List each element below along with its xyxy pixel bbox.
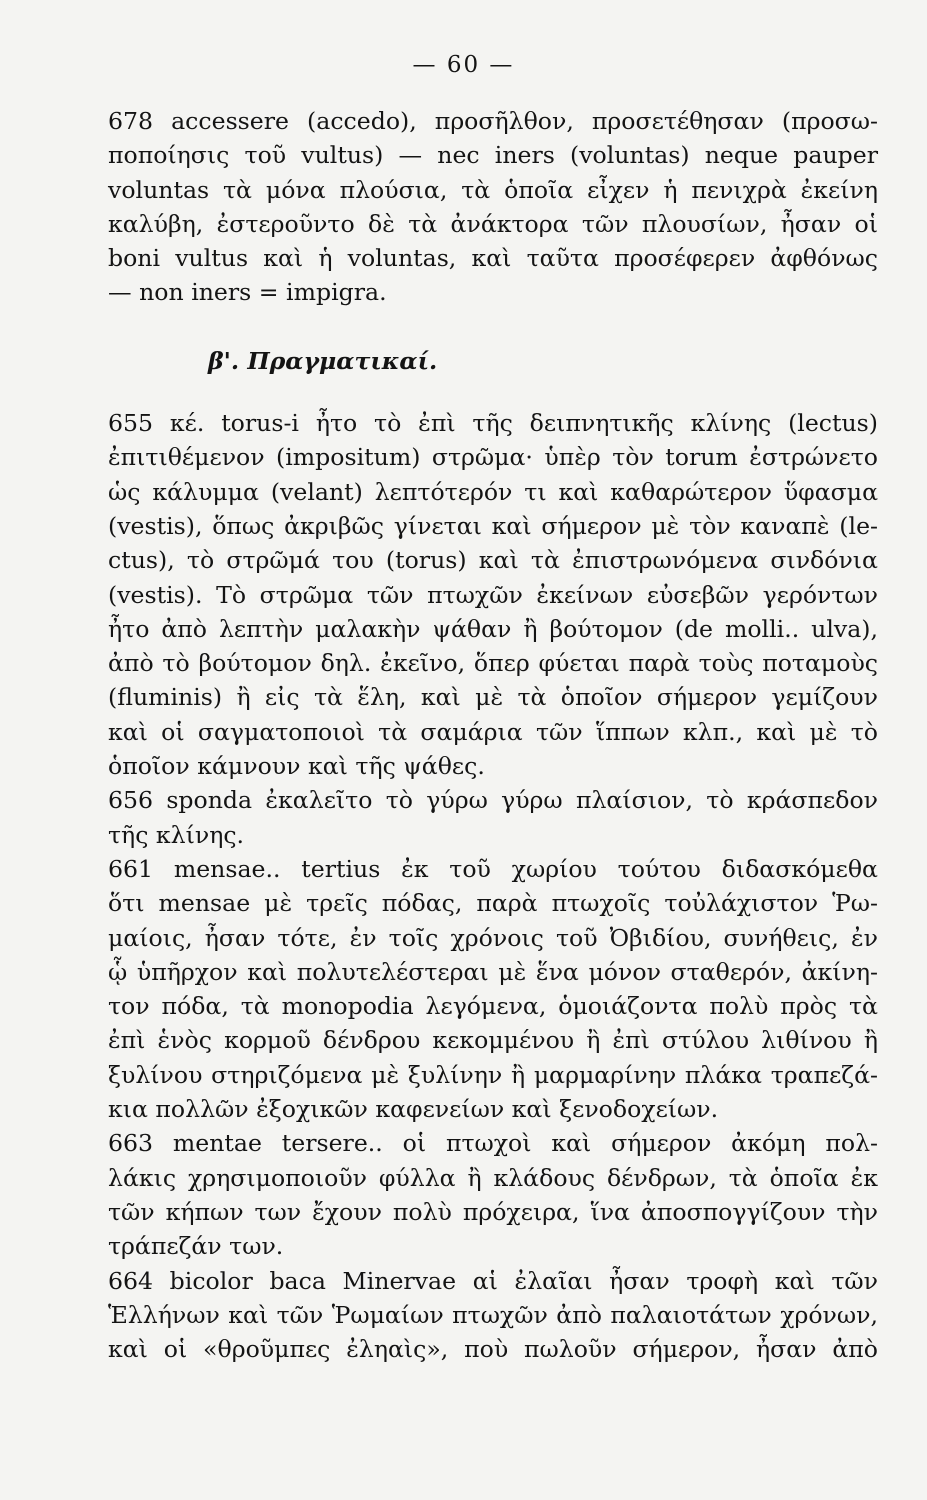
body-text [108, 104, 878, 1366]
text-line: ἐπιτιθέμενον (impositum) στρῶμα· ὑπὲρ τὸν torum ἐστρώνετο [108, 443, 878, 472]
text-line: ὅτι mensae μὲ τρεῖς πόδας, παρὰ πτωχοῖς τοὐλάχιστον Ῥω- [108, 889, 878, 918]
text-line: ποποίησις τοῦ vultus) — nec iners (voluntas) neque pauper [108, 141, 878, 170]
text-line: τῶν κήπων των ἔχουν πολὺ πρόχειρα, ἵνα ἀποσπογγίζουν τὴν [108, 1197, 878, 1226]
text-line: 655 κέ. torus-i ἦτο τὸ ἐπὶ τῆς δειπνητικῆς κλίνης (lectus) [108, 409, 878, 438]
text-line: voluntas τὰ μόνα πλούσια, τὰ ὁποῖα εἶχεν ἡ πενιχρὰ ἐκείνη [108, 175, 878, 204]
text-line: ὡς κάλυμμα (velant) λεπτότερόν τι καὶ καθαρώτερον ὕφασμα [108, 477, 878, 506]
page-number: — 60 — [412, 52, 515, 78]
paragraph-678 [108, 104, 878, 310]
text-line: (vestis), ὅπως ἀκριβῶς γίνεται καὶ σήμερον μὲ τὸν καναπὲ (le- [108, 511, 878, 540]
text-line: 656 sponda ἐκαλεῖτο τὸ γύρω γύρω πλαίσιον, τὸ κράσπεδον [108, 786, 878, 815]
text-line: τον πόδα, τὰ monopodia λεγόμενα, ὁμοιάζοντα πολὺ πρὸς τὰ [108, 992, 878, 1021]
text-line: 678 accessere (accedo), προσῆλθον, προσετέθησαν (προσω- [108, 107, 878, 135]
text-line: 663 mentae tersere.. οἱ πτωχοὶ καὶ σήμερον ἀκόμη πολ- [108, 1129, 878, 1158]
text-line: τράπεζάν των. [108, 1232, 284, 1261]
paragraph-661 [108, 852, 878, 1126]
text-line: ἦτο ἀπὸ λεπτὴν μαλακὴν ψάθαν ἢ βούτομον (de molli.. ulva), [108, 614, 878, 643]
paragraph-655 [108, 406, 878, 783]
text-line: (fluminis) ἢ εἰς τὰ ἕλη, καὶ μὲ τὰ ὁποῖον σήμερον γεμίζουν [108, 683, 878, 712]
text-line: ὁποῖον κάμνουν καὶ τῆς ψάθες. [108, 752, 485, 781]
text-line: μαίοις, ἦσαν τότε, ἐν τοῖς χρόνοις τοῦ Ὀβιδίου, συνήθεις, ἐν [108, 923, 878, 952]
text-line: ᾧ ὑπῆρχον καὶ πολυτελέστεραι μὲ ἕνα μόνον σταθερόν, ἀκίνη- [108, 957, 878, 986]
text-line: (vestis). Τὸ στρῶμα τῶν πτωχῶν ἐκείνων εὐσεβῶν γερόντων [108, 580, 878, 609]
text-line: ἀπὸ τὸ βούτομον δηλ. ἐκεῖνο, ὅπερ φύεται παρὰ τοὺς ποταμοὺς [108, 649, 878, 678]
text-line: καὶ οἱ σαγματοποιοὶ τὰ σαμάρια τῶν ἵππων κλπ., καὶ μὲ τὸ [108, 717, 878, 746]
text-line: 664 bicolor baca Minervae αἱ ἐλαῖαι ἦσαν τροφὴ καὶ τῶν [108, 1266, 878, 1295]
text-line: boni vultus καὶ ἡ voluntas, καὶ ταῦτα προσέφερεν ἀφθόνως [108, 244, 878, 273]
text-line: καὶ οἱ «θροῦμπες ἐληαὶς», ποὺ πωλοῦν σήμερον, ἦσαν ἀπὸ [108, 1335, 878, 1364]
paragraph-664 [108, 1264, 878, 1367]
text-line: ctus), τὸ στρῶμά του (torus) καὶ τὰ ἐπιστρωνόμενα σινδόνια [108, 546, 878, 575]
text-line: ἐπὶ ἑνὸς κορμοῦ δένδρου κεκομμένου ἢ ἐπὶ στύλου λιθίνου ἢ [108, 1026, 878, 1055]
text-line: — non iners = impigra. [108, 278, 387, 307]
text-line: ξυλίνου στηριζόμενα μὲ ξυλίνην ἢ μαρμαρίνην πλάκα τραπεζά- [108, 1060, 878, 1089]
text-line: καλύβη, ἐστεροῦντο δὲ τὰ ἀνάκτορα τῶν πλουσίων, ἦσαν οἱ [108, 209, 878, 238]
paragraph-663 [108, 1126, 878, 1263]
text-line: 661 mensae.. tertius ἐκ τοῦ χωρίου τούτου διδασκόμεθα [108, 854, 878, 883]
paragraph-656 [108, 783, 878, 852]
text-line: τῆς κλίνης. [108, 820, 245, 849]
section-heading: β'. Πραγματικαί. [208, 346, 438, 375]
text-line: λάκις χρησιμοποιοῦν φύλλα ἢ κλάδους δένδρων, τὰ ὁποῖα ἐκ [108, 1163, 878, 1192]
text-line: Ἑλλήνων καὶ τῶν Ῥωμαίων πτωχῶν ἀπὸ παλαιοτάτων χρόνων, [108, 1300, 878, 1329]
text-line: κια πολλῶν ἐξοχικῶν καφενείων καὶ ξενοδοχείων. [108, 1095, 719, 1124]
